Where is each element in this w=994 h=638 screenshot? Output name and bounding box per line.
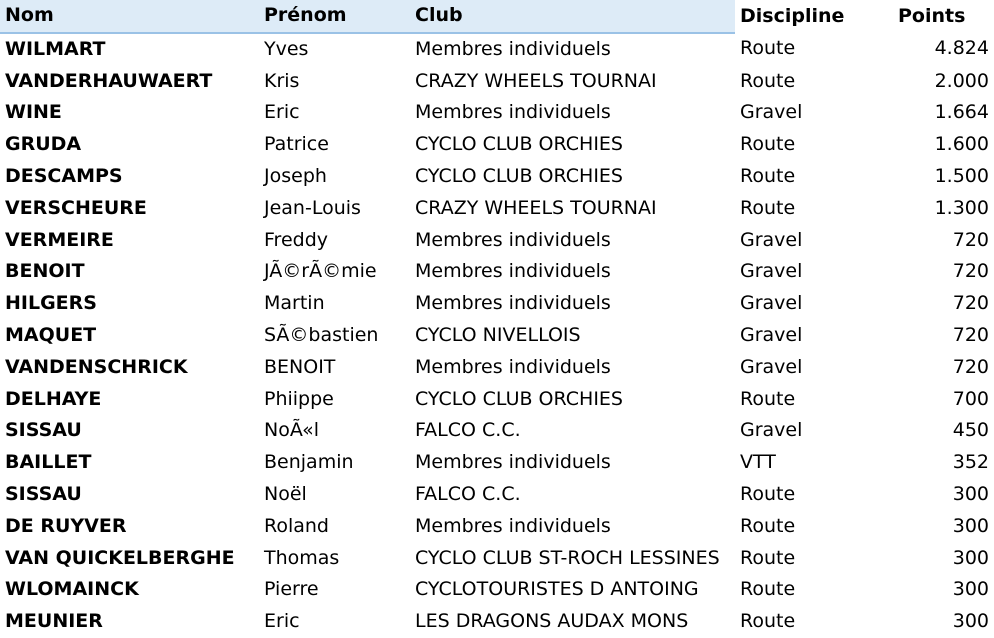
cell-prenom: Eric xyxy=(264,101,300,124)
header-row xyxy=(0,0,994,33)
cell-prenom: Roland xyxy=(264,514,329,537)
cell-club: FALCO C.C. xyxy=(415,419,521,442)
table-row[interactable] xyxy=(0,161,994,193)
cell-club: CRAZY WHEELS TOURNAI xyxy=(415,69,657,92)
cell-points: 2.000 xyxy=(934,69,989,92)
cell-club: CYCLO CLUB ORCHIES xyxy=(415,387,623,410)
cell-points: 700 xyxy=(952,387,989,410)
cell-club: Membres individuels xyxy=(415,260,611,283)
cell-club: Membres individuels xyxy=(415,292,611,315)
cell-club: CYCLO NIVELLOIS xyxy=(415,323,581,346)
cell-prenom: Joseph xyxy=(264,164,327,187)
cell-nom: VERMEIRE xyxy=(5,228,114,251)
table-row[interactable] xyxy=(0,606,994,638)
cell-prenom: Jean-Louis xyxy=(264,196,361,219)
table-row[interactable] xyxy=(0,415,994,447)
cell-prenom: Freddy xyxy=(264,228,328,251)
cell-discipline: Route xyxy=(740,546,796,569)
cell-points: 300 xyxy=(952,578,989,601)
cell-discipline: Route xyxy=(740,37,796,60)
table-row[interactable] xyxy=(0,479,994,511)
cell-club: CRAZY WHEELS TOURNAI xyxy=(415,196,657,219)
cell-nom: DE RUYVER xyxy=(5,514,127,537)
cell-discipline: Route xyxy=(740,578,796,601)
cell-nom: DELHAYE xyxy=(5,387,102,410)
cell-discipline: Route xyxy=(740,610,796,633)
cell-discipline: Gravel xyxy=(740,101,803,124)
cell-nom: BENOIT xyxy=(5,260,85,283)
cell-points: 1.600 xyxy=(934,133,989,156)
cell-prenom: JÃ©rÃ©mie xyxy=(264,260,377,283)
cell-prenom: Phiippe xyxy=(264,387,334,410)
table-row[interactable] xyxy=(0,320,994,352)
cell-club: CYCLO CLUB ORCHIES xyxy=(415,164,623,187)
cell-prenom: Thomas xyxy=(264,546,340,569)
cell-discipline: Route xyxy=(740,164,796,187)
cell-club: CYCLOTOURISTES D ANTOING xyxy=(415,578,699,601)
table-row[interactable] xyxy=(0,66,994,98)
cell-club: Membres individuels xyxy=(415,101,611,124)
cell-discipline: Route xyxy=(740,69,796,92)
table-header xyxy=(0,0,994,33)
cell-points: 1.300 xyxy=(934,196,989,219)
cell-nom: GRUDA xyxy=(5,133,82,156)
cell-nom: DESCAMPS xyxy=(5,164,123,187)
table-row[interactable] xyxy=(0,97,994,129)
cell-points: 352 xyxy=(952,451,989,474)
cell-nom: VAN QUICKELBERGHE xyxy=(5,546,235,569)
table-row[interactable] xyxy=(0,225,994,257)
cell-discipline: Gravel xyxy=(740,228,803,251)
cell-points: 720 xyxy=(952,260,989,283)
cell-prenom: Kris xyxy=(264,69,300,92)
cell-club: CYCLO CLUB ORCHIES xyxy=(415,133,623,156)
cell-nom: MAQUET xyxy=(5,323,97,346)
header-points[interactable]: Points xyxy=(888,0,994,33)
cell-prenom: Pierre xyxy=(264,578,319,601)
cell-points: 300 xyxy=(952,514,989,537)
table-row[interactable] xyxy=(0,288,994,320)
header-prenom[interactable]: Prénom xyxy=(259,0,410,33)
cell-club: Membres individuels xyxy=(415,451,611,474)
cell-points: 720 xyxy=(952,323,989,346)
table-row[interactable] xyxy=(0,129,994,161)
cell-points: 1.664 xyxy=(934,101,989,124)
cell-nom: BAILLET xyxy=(5,451,92,474)
cell-club: Membres individuels xyxy=(415,37,611,60)
cell-nom: WINE xyxy=(5,101,62,124)
cell-club: Membres individuels xyxy=(415,514,611,537)
cell-prenom: Patrice xyxy=(264,133,329,156)
table-row[interactable] xyxy=(0,33,994,66)
table-row[interactable] xyxy=(0,574,994,606)
cell-discipline: VTT xyxy=(740,451,776,474)
cell-prenom: Martin xyxy=(264,292,325,315)
table-row[interactable] xyxy=(0,511,994,543)
header-discipline[interactable]: Discipline xyxy=(735,0,888,33)
cell-nom: SISSAU xyxy=(5,482,82,505)
cell-points: 720 xyxy=(952,292,989,315)
cell-discipline: Gravel xyxy=(740,292,803,315)
table-row[interactable] xyxy=(0,384,994,416)
table-row[interactable] xyxy=(0,352,994,384)
cell-prenom: Noël xyxy=(264,482,307,505)
cell-nom: WILMART xyxy=(5,37,106,60)
cell-club: LES DRAGONS AUDAX MONS xyxy=(415,610,689,633)
cell-discipline: Route xyxy=(740,514,796,537)
cell-nom: SISSAU xyxy=(5,419,82,442)
cell-discipline: Route xyxy=(740,387,796,410)
cell-prenom: NoÃ«l xyxy=(264,419,320,442)
cell-discipline: Route xyxy=(740,482,796,505)
cell-nom: MEUNIER xyxy=(5,610,103,633)
cell-discipline: Gravel xyxy=(740,260,803,283)
cell-nom: HILGERS xyxy=(5,292,97,315)
cell-nom: VANDERHAUWAERT xyxy=(5,69,213,92)
cell-discipline: Gravel xyxy=(740,355,803,378)
cell-points: 300 xyxy=(952,546,989,569)
table-row[interactable] xyxy=(0,543,994,575)
cell-points: 300 xyxy=(952,610,989,633)
table-row[interactable] xyxy=(0,256,994,288)
cell-discipline: Gravel xyxy=(740,323,803,346)
table-body xyxy=(0,33,994,638)
cell-points: 720 xyxy=(952,355,989,378)
cell-prenom: Benjamin xyxy=(264,451,354,474)
cell-points: 300 xyxy=(952,482,989,505)
cell-points: 4.824 xyxy=(934,37,989,60)
cell-club: CYCLO CLUB ST-ROCH LESSINES xyxy=(415,546,720,569)
cell-prenom: BENOIT xyxy=(264,355,336,378)
cell-discipline: Route xyxy=(740,196,796,219)
cell-prenom: Yves xyxy=(264,37,309,60)
cell-nom: WLOMAINCK xyxy=(5,578,139,601)
cell-nom: VANDENSCHRICK xyxy=(5,355,188,378)
header-club[interactable]: Club xyxy=(410,0,735,33)
cell-nom: VERSCHEURE xyxy=(5,196,147,219)
table-row[interactable] xyxy=(0,193,994,225)
cell-club: FALCO C.C. xyxy=(415,482,521,505)
cell-points: 1.500 xyxy=(934,164,989,187)
cell-prenom: SÃ©bastien xyxy=(264,323,379,346)
cell-club: Membres individuels xyxy=(415,355,611,378)
cell-points: 450 xyxy=(952,419,989,442)
cell-prenom: Eric xyxy=(264,610,300,633)
cell-discipline: Route xyxy=(740,133,796,156)
table-row[interactable] xyxy=(0,447,994,479)
cell-club: Membres individuels xyxy=(415,228,611,251)
header-nom[interactable]: Nom xyxy=(0,0,259,33)
cell-discipline: Gravel xyxy=(740,419,803,442)
cell-points: 720 xyxy=(952,228,989,251)
